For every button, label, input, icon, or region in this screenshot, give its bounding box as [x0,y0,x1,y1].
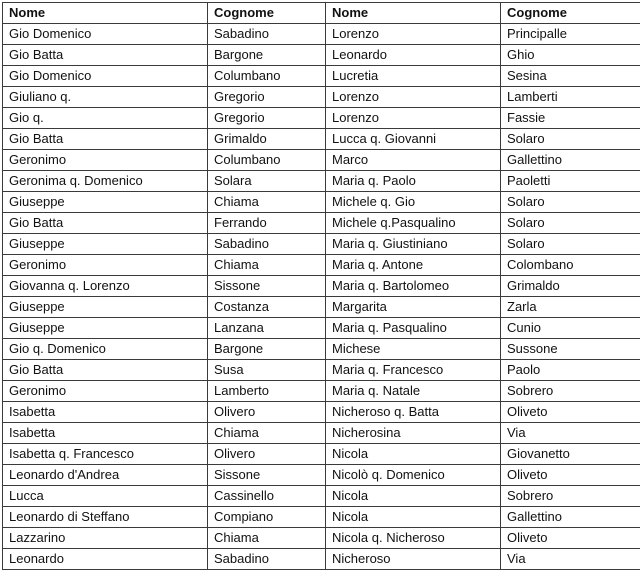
cell-cognome-right: Gallettino [501,150,640,171]
cell-cognome-left: Lanzana [208,318,326,339]
cell-nome-right: Maria q. Bartolomeo [326,276,501,297]
header-nome-1: Nome [3,3,208,24]
table-body [3,24,640,570]
cell-nome-left: Leonardo d'Andrea [3,465,208,486]
table-row [3,276,640,297]
table-row [3,528,640,549]
cell-nome-right: Lorenzo [326,87,501,108]
cell-nome-right: Margarita [326,297,501,318]
cell-nome-right: Marco [326,150,501,171]
cell-cognome-left: Chiama [208,423,326,444]
table-row [3,486,640,507]
cell-cognome-left: Chiama [208,192,326,213]
cell-nome-left: Geronimo [3,255,208,276]
table-row [3,297,640,318]
cell-cognome-right: Paoletti [501,171,640,192]
cell-cognome-left: Olivero [208,444,326,465]
cell-nome-left: Gio Batta [3,360,208,381]
cell-nome-left: Gio q. Domenico [3,339,208,360]
table-row [3,360,640,381]
table-row [3,402,640,423]
table-row [3,45,640,66]
cell-nome-left: Leonardo [3,549,208,570]
cell-cognome-left: Columbano [208,66,326,87]
cell-nome-left: Geronimo [3,150,208,171]
cell-nome-left: Gio Batta [3,45,208,66]
cell-nome-right: Michele q.Pasqualino [326,213,501,234]
cell-nome-right: Maria q. Francesco [326,360,501,381]
cell-cognome-left: Chiama [208,255,326,276]
cell-cognome-right: Fassie [501,108,640,129]
cell-cognome-left: Sissone [208,465,326,486]
cell-cognome-right: Oliveto [501,402,640,423]
cell-cognome-right: Ghio [501,45,640,66]
cell-nome-right: Maria q. Paolo [326,171,501,192]
cell-cognome-right: Oliveto [501,528,640,549]
cell-cognome-right: Grimaldo [501,276,640,297]
table-row [3,234,640,255]
cell-nome-left: Giovanna q. Lorenzo [3,276,208,297]
table-row [3,108,640,129]
cell-cognome-right: Solaro [501,129,640,150]
cell-cognome-left: Bargone [208,339,326,360]
cell-nome-right: Nicola q. Nicheroso [326,528,501,549]
table-row [3,66,640,87]
cell-cognome-right: Sobrero [501,486,640,507]
table-row [3,423,640,444]
cell-nome-left: Giuseppe [3,318,208,339]
cell-nome-right: Leonardo [326,45,501,66]
cell-cognome-right: Oliveto [501,465,640,486]
cell-nome-left: Leonardo di Steffano [3,507,208,528]
cell-nome-left: Geronima q. Domenico [3,171,208,192]
cell-cognome-right: Sussone [501,339,640,360]
cell-nome-right: Nicola [326,507,501,528]
cell-cognome-right: Lamberti [501,87,640,108]
cell-cognome-left: Chiama [208,528,326,549]
cell-cognome-left: Gregorio [208,108,326,129]
cell-cognome-left: Sabadino [208,234,326,255]
cell-nome-right: Maria q. Natale [326,381,501,402]
cell-nome-right: Lucretia [326,66,501,87]
cell-cognome-left: Ferrando [208,213,326,234]
cell-nome-left: Gio Batta [3,213,208,234]
cell-nome-left: Gio Domenico [3,24,208,45]
cell-cognome-left: Bargone [208,45,326,66]
cell-cognome-right: Sesina [501,66,640,87]
table-row [3,129,640,150]
cell-nome-right: Michele q. Gio [326,192,501,213]
cell-nome-left: Isabetta q. Francesco [3,444,208,465]
table-row [3,213,640,234]
cell-nome-left: Isabetta [3,402,208,423]
cell-cognome-right: Colombano [501,255,640,276]
cell-cognome-left: Sabadino [208,24,326,45]
cell-cognome-right: Solaro [501,192,640,213]
table-row [3,255,640,276]
cell-nome-right: Maria q. Giustiniano [326,234,501,255]
table-row [3,150,640,171]
table-row [3,339,640,360]
cell-cognome-left: Sabadino [208,549,326,570]
cell-nome-right: Nicola [326,486,501,507]
cell-nome-right: Nicheroso [326,549,501,570]
cell-cognome-right: Via [501,423,640,444]
cell-nome-right: Lorenzo [326,24,501,45]
table-row [3,87,640,108]
cell-nome-right: Nicolò q. Domenico [326,465,501,486]
cell-nome-right: Lorenzo [326,108,501,129]
cell-nome-right: Michese [326,339,501,360]
cell-cognome-right: Solaro [501,213,640,234]
cell-cognome-left: Susa [208,360,326,381]
cell-nome-left: Lucca [3,486,208,507]
table-header-row [3,3,640,24]
table-row [3,318,640,339]
cell-nome-left: Giuseppe [3,192,208,213]
cell-nome-right: Nicola [326,444,501,465]
table-row [3,465,640,486]
table-row [3,549,640,570]
cell-cognome-right: Zarla [501,297,640,318]
cell-cognome-left: Sissone [208,276,326,297]
header-nome-2: Nome [326,3,501,24]
cell-nome-right: Maria q. Pasqualino [326,318,501,339]
cell-nome-left: Geronimo [3,381,208,402]
names-table [2,2,640,570]
cell-cognome-right: Giovanetto [501,444,640,465]
cell-cognome-left: Solara [208,171,326,192]
cell-cognome-left: Cassinello [208,486,326,507]
table-row [3,507,640,528]
names-table-container [2,2,640,570]
table-row [3,24,640,45]
cell-cognome-left: Olivero [208,402,326,423]
cell-nome-left: Gio q. [3,108,208,129]
header-cognome-1: Cognome [208,3,326,24]
cell-nome-right: Nicherosina [326,423,501,444]
cell-cognome-left: Gregorio [208,87,326,108]
cell-nome-left: Gio Batta [3,129,208,150]
table-row [3,192,640,213]
table-row [3,381,640,402]
cell-cognome-right: Principalle [501,24,640,45]
cell-nome-left: Isabetta [3,423,208,444]
cell-cognome-right: Solaro [501,234,640,255]
cell-cognome-right: Gallettino [501,507,640,528]
cell-cognome-left: Compiano [208,507,326,528]
cell-nome-left: Gio Domenico [3,66,208,87]
cell-nome-right: Maria q. Antone [326,255,501,276]
cell-cognome-right: Sobrero [501,381,640,402]
table-row [3,171,640,192]
cell-nome-left: Lazzarino [3,528,208,549]
cell-cognome-left: Columbano [208,150,326,171]
cell-nome-left: Giuliano q. [3,87,208,108]
cell-nome-right: Lucca q. Giovanni [326,129,501,150]
cell-nome-left: Giuseppe [3,234,208,255]
cell-cognome-right: Cunio [501,318,640,339]
table-row [3,444,640,465]
cell-nome-right: Nicheroso q. Batta [326,402,501,423]
cell-cognome-left: Lamberto [208,381,326,402]
cell-nome-left: Giuseppe [3,297,208,318]
cell-cognome-left: Grimaldo [208,129,326,150]
header-cognome-2: Cognome [501,3,640,24]
cell-cognome-right: Via [501,549,640,570]
cell-cognome-right: Paolo [501,360,640,381]
cell-cognome-left: Costanza [208,297,326,318]
